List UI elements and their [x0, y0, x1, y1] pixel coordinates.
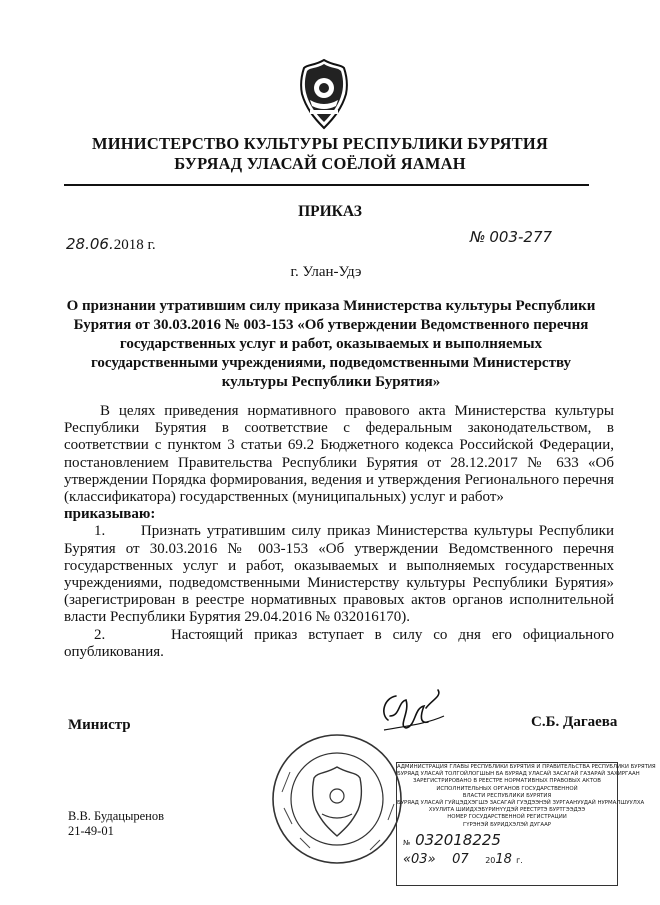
stamp-line: ВЛАСТИ РЕСПУБЛИКИ БУРЯТИЯ	[462, 792, 552, 799]
preamble: В целях приведения нормативного правового акта Министерства культуры Республики Бурятия в соответствие с федеральным законодательством, в соответствии с пунктом 3 статьи 69.2 Бюджетного кодекса Российской Федерации, постановлением Правительства Республики Бурятия от 28.12.2017 № 633 «Об утверждении Порядка формирования, ведения и утверждения Регионального перечня (классификатора) государственных (муниципальных) услуг и работ»	[64, 403, 614, 506]
registration-number-label: №	[403, 838, 411, 847]
order-body	[64, 403, 614, 661]
stamp-line: ХУУЛИТА ШИИДХЭБҮРИНҮҮДЭЙ РЕЕСТРТЭ БУРТГЭЭДЭЭ	[428, 807, 586, 814]
order-number-handwritten: 003-277	[489, 228, 553, 246]
stamp-line: АДМИНИСТРАЦИЯ ГЛАВЫ РЕСПУБЛИКИ БУРЯТИЯ И ПРАВИТЕЛЬСТВА РЕСПУБЛИКИ БУРЯТИЯ	[397, 764, 656, 770]
executor-info	[68, 809, 164, 839]
city: г. Улан-Удэ	[290, 264, 362, 280]
registration-number-value: 032018225	[415, 830, 501, 849]
registration-number	[397, 831, 617, 852]
stamp-line: НОМЕР ГОСУДАРСТВЕННОЙ РЕГИСТРАЦИИ	[447, 814, 567, 821]
stamp-line: БУРЯАД УЛАСАЙ ГУЙЦЭДХЭГШЭ ЗАСАГАЙ ГУЭДЭЭНЭЙ ЗУРГААНУУДАЙ НУРМАЛШУУЛХА	[397, 800, 645, 807]
signer-position: Министр	[68, 717, 131, 733]
orders-word: приказываю:	[64, 506, 156, 523]
registration-day: 03	[411, 851, 428, 867]
registration-month: 07	[452, 851, 469, 867]
registration-year-prefix: 20	[485, 855, 496, 865]
ministry-name-ru: МИНИСТЕРСТВО КУЛЬТУРЫ РЕСПУБЛИКИ БУРЯТИЯ	[91, 134, 549, 153]
registration-stamp	[396, 762, 656, 886]
stamp-line: ИСПОЛНИТЕЛЬНЫХ ОРГАНОВ ГОСУДАРСТВЕННОЙ	[436, 785, 578, 792]
order-item-1: 1. Признать утратившим силу приказ Министерства культуры Республики Бурятия от 30.03.2016 № 003-153 «Об утверждении Ведомственного перечня государственных услуг и работ, оказываемых и выполняемых государственных учреждениями, подведомственными Министерству культуры Республики Бурятия» (зарегистрирован в реестре нормативных правовых актов органов исполнительной власти Республики Бурятия 29.04.2016 № 032016170).	[64, 523, 614, 626]
ministry-name-bua: БУРЯАД УЛАСАЙ СОЁЛОЙ ЯАМАН	[174, 154, 466, 173]
order-number	[470, 228, 552, 247]
document-title: ПРИКАЗ	[298, 203, 362, 220]
order-subject: О признании утратившим силу приказа Министерства культуры Республики Бурятия от 30.03.2016 № 003-153 «Об утверждении Ведомственного перечня государственных услуг и работ, оказываемых и выполняемых государственными учреждениями, подведомственными Министерству культуры Республики Бурятия»	[66, 298, 596, 390]
executor-phone: 21-49-01	[68, 824, 114, 838]
registration-year: 18	[495, 851, 512, 867]
handwritten-signature	[376, 686, 446, 734]
signer-name: С.Б. Дагаева	[531, 714, 618, 730]
order-number-label: №	[470, 228, 486, 246]
order-date-printed: 2018 г.	[113, 237, 156, 253]
order-item-2: 2. Настоящий приказ вступает в силу со дня его официального опубликования.	[64, 626, 614, 660]
coat-of-arms-emblem	[296, 58, 352, 130]
registration-year-suffix: г.	[516, 855, 523, 865]
executor-name: В.В. Будацыренов	[68, 809, 165, 823]
header-divider	[64, 184, 589, 186]
stamp-line: ГҮРЭНЭЙ БУРИДХЭЛЭЙ ДУГААР	[462, 821, 552, 828]
stamp-line: БУРЯАД УЛАСАЙ ТОЛГОЙЛОГШЫН БА БУРЯАД УЛАСАЙ ЗАСАГАЙ ГАЗАРАЙ ЗАХИРГААН	[397, 771, 640, 778]
order-date	[66, 235, 156, 254]
stamp-line: ЗАРЕГИСТРИРОВАНО В РЕЕСТРЕ НОРМАТИВНЫХ ПРАВОВЫХ АКТОВ	[413, 778, 601, 785]
registration-date: «03» 07 2018 г.	[403, 851, 523, 867]
official-seal	[270, 732, 404, 866]
order-date-handwritten: 28.06.	[66, 235, 114, 253]
